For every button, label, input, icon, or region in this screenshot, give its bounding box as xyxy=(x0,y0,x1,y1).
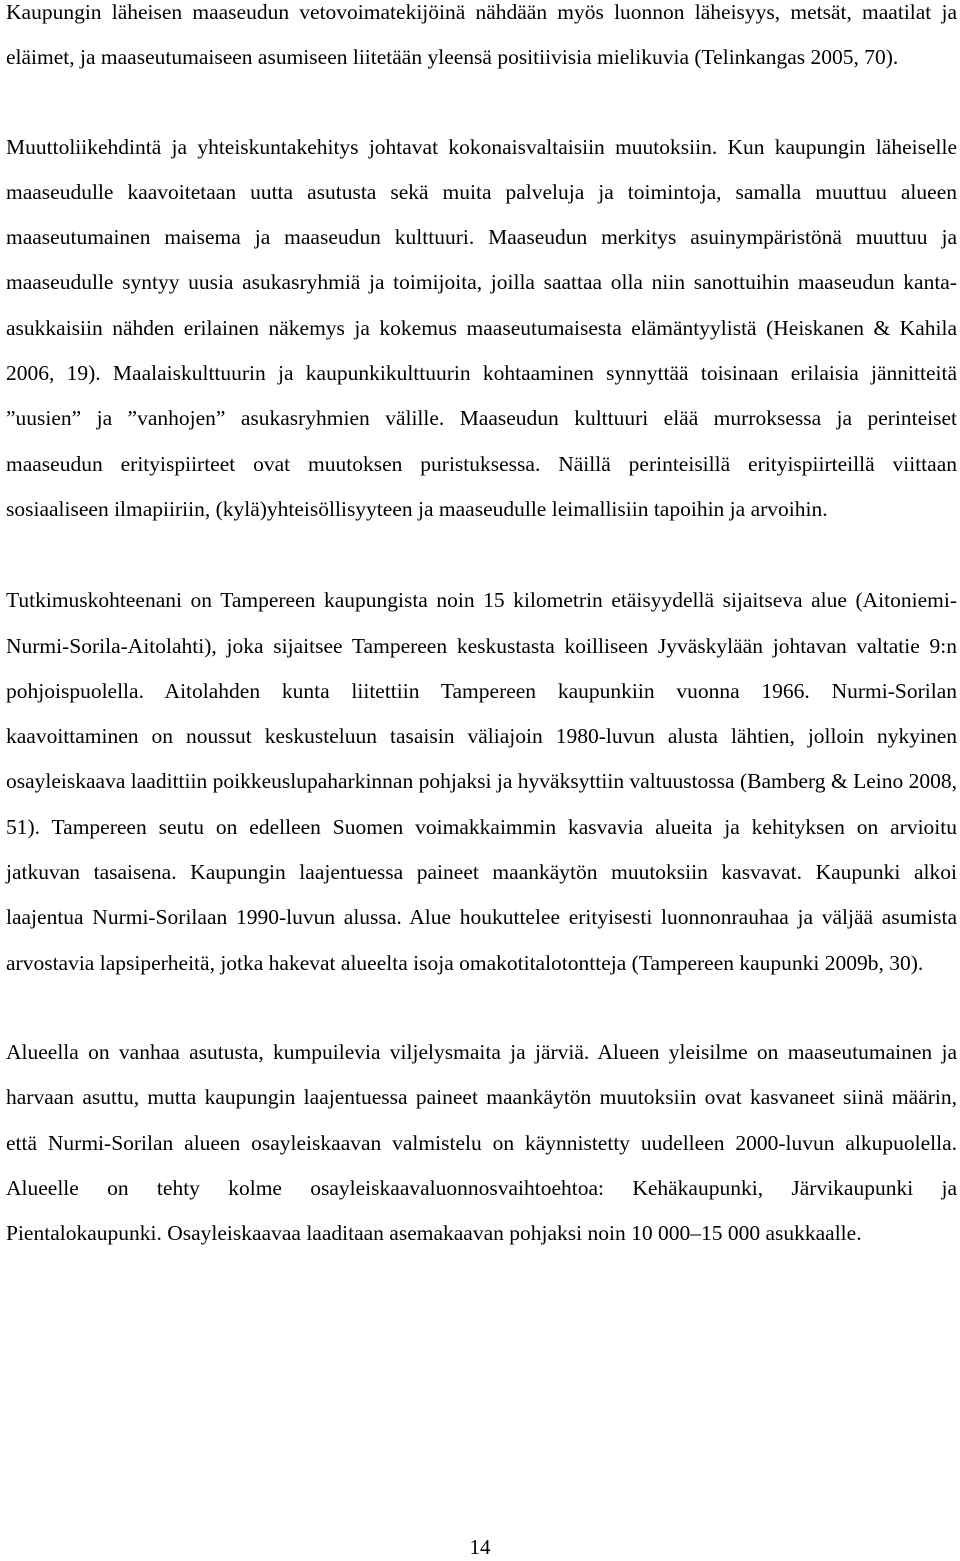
paragraph-4: Alueella on vanhaa asutusta, kumpuilevia viljelysmaita ja järviä. Alueen yleisilme on maaseutumainen ja harvaan asuttu, mutta kaupungin laajentuessa paineet maankäytön muutoksiin ovat kasvaneet siinä määrin, että Nurmi-Sorilan alueen osayleiskaavan valmistelu on käynnistetty uudelleen 2000-luvun alkupuolella. Alueelle on tehty kolme osayleiskaavaluonnosvaihtoehtoa: Kehäkaupunki, Järvikaupunki ja Pientalokaupunki. Osayleiskaavaa laaditaan asemakaavan pohjaksi noin 10 000–15 000 asukkaalle. xyxy=(6,1039,957,1246)
paragraph-1: Kaupungin läheisen maaseudun vetovoimatekijöinä nähdään myös luonnon läheisyys, metsät, maatilat ja eläimet, ja maaseutumaiseen asumiseen liitetään yleensä positiivisia mielikuvia (Telinkangas 2005, 70). xyxy=(6,0,957,70)
paragraph-2: Muuttoliikehdintä ja yhteiskuntakehitys johtavat kokonaisvaltaisiin muutoksiin. Kun kaupungin läheiselle maaseudulle kaavoitetaan uutta asutusta sekä muita palveluja ja toimintoja, samalla muuttuu alueen maaseutumainen maisema ja maaseudun kulttuuri. Maaseudun merkitys asuinympäristönä muuttuu ja maaseudulle syntyy uusia asukasryhmiä ja toimijoita, joilla saattaa olla niin sanottuihin maaseudun kanta-asukkaisiin nähden erilainen näkemys ja kokemus maaseutumaisesta elämäntyylistä (Heiskanen & Kahila 2006, 19). Maalaiskulttuurin ja kaupunkikulttuurin kohtaaminen synnyttää toisinaan erilaisia jännitteitä ”uusien” ja ”vanhojen” asukasryhmien välille. Maaseudun kulttuuri elää murroksessa ja perinteiset maaseudun erityispiirteet ovat muutoksen puristuksessa. Näillä perinteisillä erityispiirteillä viittaan sosiaaliseen ilmapiiriin, (kylä)yhteisöllisyyteen ja maaseudulle leimallisiin tapoihin ja arvoihin. xyxy=(6,134,957,521)
page-number: 14 xyxy=(469,1535,491,1559)
paragraph-3: Tutkimuskohteenani on Tampereen kaupungista noin 15 kilometrin etäisyydellä sijaitseva alue (Aitoniemi-Nurmi-Sorila-Aitolahti), joka sijaitsee Tampereen keskustasta koilliseen Jyväskylään johtavan valtatie 9:n pohjoispuolella. Aitolahden kunta liitettiin Tampereen kaupunkiin vuonna 1966. Nurmi-Sorilan kaavoittaminen on noussut keskusteluun tasaisin väliajoin 1980-luvun alusta lähtien, jolloin nykyinen osayleiskaava laadittiin poikkeuslupaharkinnan pohjaksi ja hyväksyttiin valtuustossa (Bamberg & Leino 2008, 51). Tampereen seutu on edelleen Suomen voimakkaimmin kasvavia alueita ja kehityksen on arvioitu jatkuvan tasaisena. Kaupungin laajentuessa paineet maankäytön muutoksiin kasvavat. Kaupunki alkoi laajentua Nurmi-Sorilaan 1990-luvun alussa. Alue houkuttelee erityisesti luonnonrauhaa ja väljää asumista arvostavia lapsiperheitä, jotka hakevat alueelta isoja omakotitalotontteja (Tampereen kaupunki 2009b, 30). xyxy=(6,588,957,975)
document-page xyxy=(6,0,957,1256)
